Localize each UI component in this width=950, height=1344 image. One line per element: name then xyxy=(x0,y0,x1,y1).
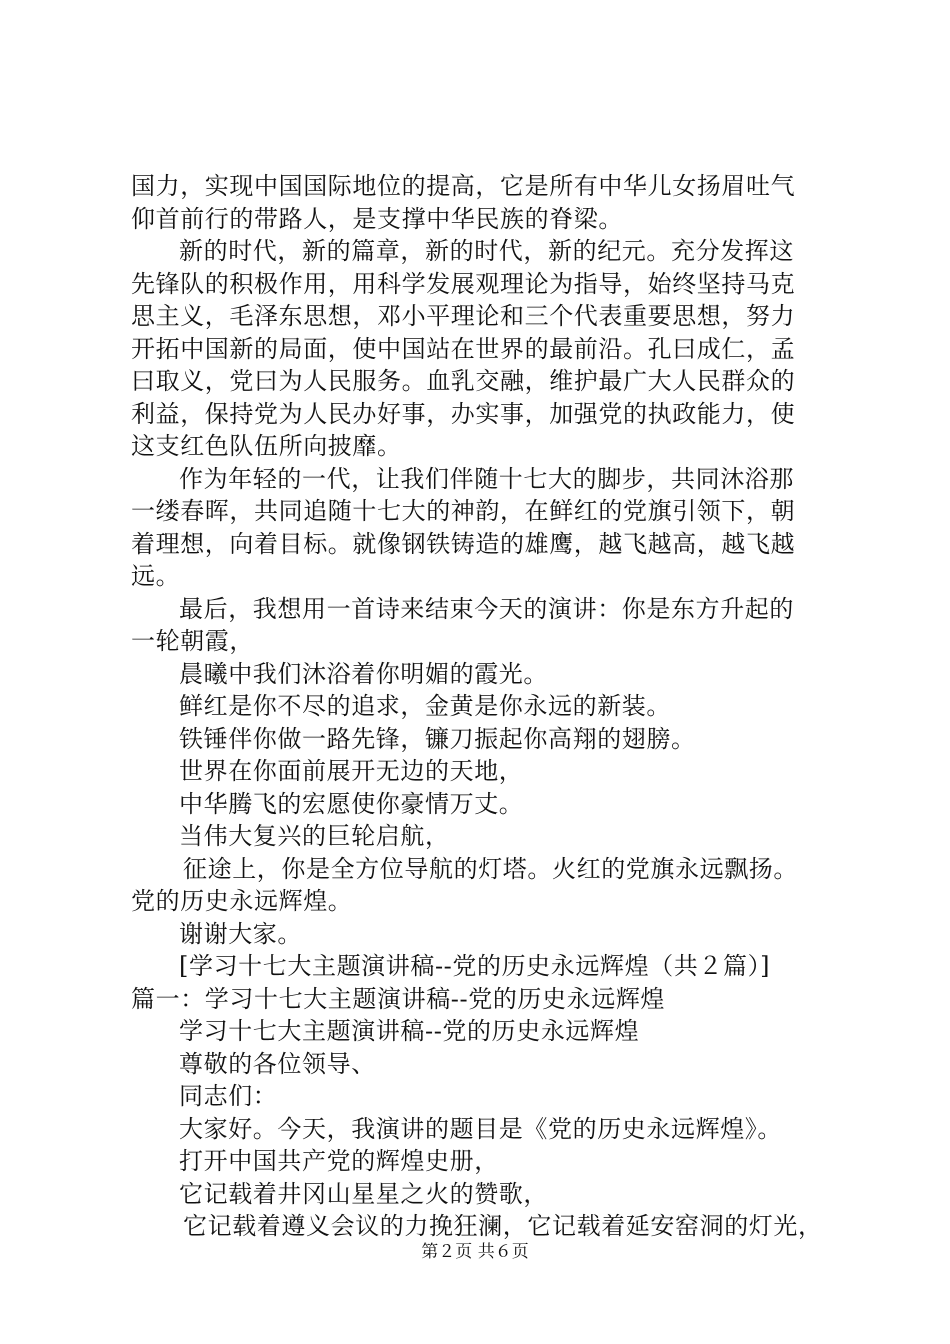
text-line: 尊敬的各位领导、 xyxy=(179,1049,376,1078)
text-line: 着理想，向着目标。就像钢铁铸造的雄鹰，越飞越高，越飞越 xyxy=(131,529,796,558)
text-line: 开拓中国新的局面，使中国站在世界的最前沿。孔曰成仁，孟 xyxy=(131,334,796,363)
text-line: 一轮朝霞， xyxy=(131,627,254,655)
text-line: [学习十七大主题演讲稿--党的历史永远辉煌（共２篇）] xyxy=(179,952,771,980)
text-line: 晨曦中我们沐浴着你明媚的霞光。 xyxy=(179,659,548,688)
text-line: 新的时代，新的篇章，新的时代，新的纪元。充分发挥这 xyxy=(179,237,794,265)
text-line: 先锋队的积极作用，用科学发展观理论为指导，始终坚持马克 xyxy=(131,269,796,298)
text-line: 当伟大复兴的巨轮启航， xyxy=(179,822,450,850)
text-line: 思主义，毛泽东思想，邓小平理论和三个代表重要思想，努力 xyxy=(131,302,796,330)
text-line: 党的历史永远辉煌。 xyxy=(131,887,353,915)
text-line: 仰首前行的带路人，是支撑中华民族的脊梁。 xyxy=(131,204,623,233)
text-line: 征途上，你是全方位导航的灯塔。火红的党旗永远飘扬。 xyxy=(183,854,798,883)
text-line: 鲜红是你不尽的追求，金黄是你永远的新装。 xyxy=(179,692,671,720)
page-footer: 第２页 共６页 xyxy=(421,1242,529,1262)
text-line: 谢谢大家。 xyxy=(179,919,302,948)
text-line: 世界在你面前展开无边的天地， xyxy=(179,757,524,785)
text-line: 作为年轻的一代，让我们伴随十七大的脚步，共同沐浴那 xyxy=(179,464,794,493)
text-line: 曰取义，党曰为人民服务。血乳交融，维护最广大人民群众的 xyxy=(131,367,796,395)
text-line: 远。 xyxy=(131,562,181,590)
text-line: 这支红色队伍所向披靡。 xyxy=(131,432,402,460)
text-line: 它记载着遵义会议的力挽狂澜，它记载着延安窑洞的灯光， xyxy=(183,1212,823,1240)
text-line: 最后，我想用一首诗来结束今天的演讲：你是东方升起的 xyxy=(179,594,794,623)
text-line: 它记载着井冈山星星之火的赞歌， xyxy=(179,1179,548,1208)
document-body xyxy=(131,170,831,1243)
text-line: 篇一：学习十七大主题演讲稿--党的历史永远辉煌 xyxy=(131,984,666,1013)
text-line: 铁锤伴你做一路先锋，镰刀振起你高翔的翅膀。 xyxy=(179,724,696,753)
text-line: 中华腾飞的宏愿使你豪情万丈。 xyxy=(179,789,524,818)
text-line: 利益，保持党为人民办好事，办实事，加强党的执政能力，使 xyxy=(131,399,796,428)
text-line: 打开中国共产党的辉煌史册， xyxy=(179,1147,499,1175)
text-line: 同志们： xyxy=(179,1082,278,1110)
text-line: 国力，实现中国国际地位的提高，它是所有中华儿女扬眉吐气 xyxy=(131,172,796,200)
text-line: 学习十七大主题演讲稿--党的历史永远辉煌 xyxy=(179,1017,640,1045)
text-line: 一缕春晖，共同追随十七大的神韵，在鲜红的党旗引领下，朝 xyxy=(131,497,796,525)
text-line: 大家好。今天，我演讲的题目是《党的历史永远辉煌》。 xyxy=(179,1114,782,1143)
